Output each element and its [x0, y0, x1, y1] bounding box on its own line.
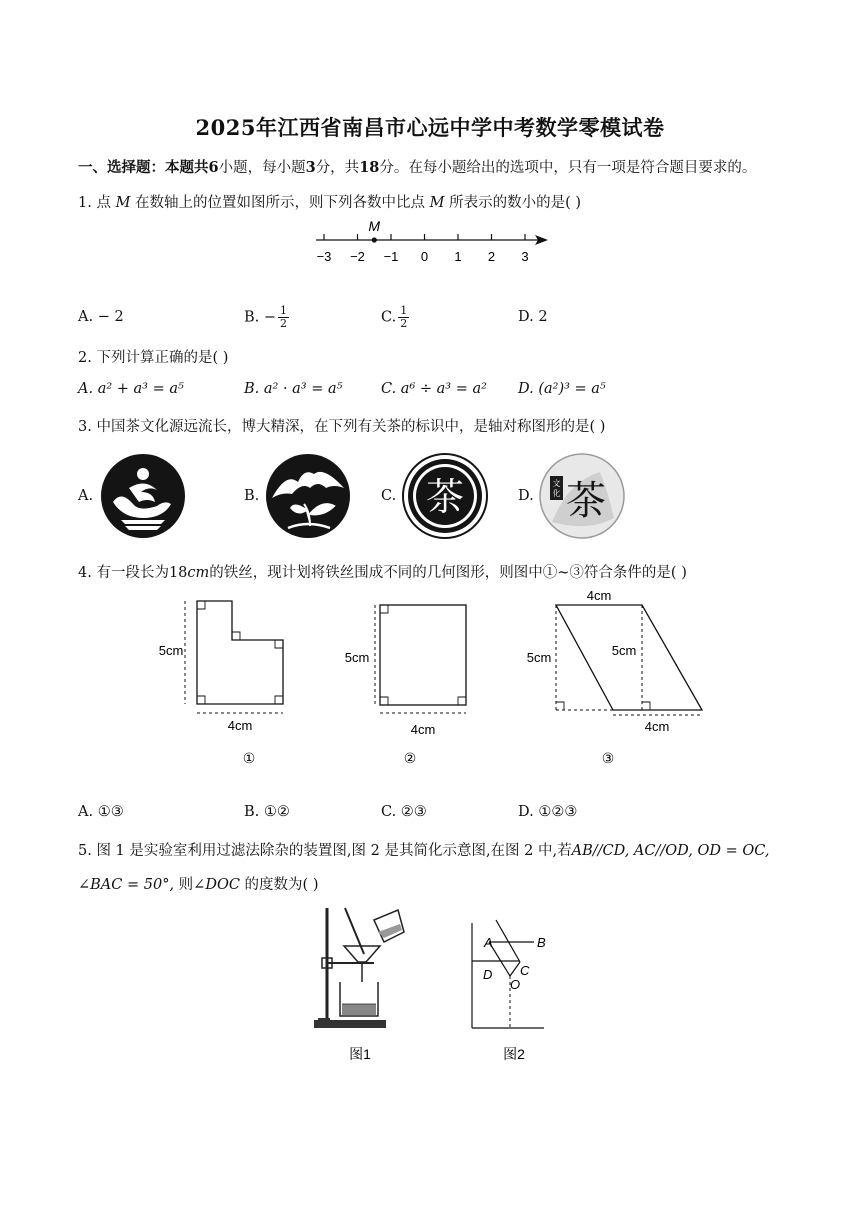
number-line-tick-label: −2	[350, 249, 365, 264]
section-tail: 分。在每小题给出的选项中，只有一项是符合题目要求的。	[379, 160, 757, 176]
section-mid2: 分，共	[315, 160, 360, 176]
q5-angle-bac: ∠BAC = 50°,	[78, 877, 175, 893]
fig3-mid-height-label: 5cm	[611, 643, 637, 658]
tea-logo-b-icon	[264, 452, 352, 540]
total-score: 18	[359, 159, 380, 176]
point-b-label: B	[537, 935, 546, 950]
q4-figure-1	[150, 592, 300, 772]
q4-length: 18	[168, 565, 188, 581]
question-2-stem: 2. 下列计算正确的是( )	[78, 350, 229, 366]
geometry-figure-2	[462, 918, 552, 1068]
q1-post: 所表示的数小的是( )	[449, 195, 582, 211]
q4-figure-2	[335, 592, 485, 772]
lab-apparatus-figure	[302, 898, 412, 1068]
q5-line1-text: 5. 图 1 是实验室利用过滤法除杂的装置图,图 2 是其简化示意图,在图 2 中,若	[78, 843, 572, 859]
fig-2-label: 图2	[503, 1046, 525, 1062]
q2-option-a[interactable]: A. a² + a³ = a⁵	[78, 381, 184, 397]
number-line-figure	[306, 214, 556, 270]
question-4-stem	[78, 561, 687, 582]
point-a-label: A	[484, 935, 493, 950]
q5-line2-mid: 则	[178, 877, 194, 893]
question-5-line-1	[78, 839, 769, 860]
q4-option-a[interactable]: A. ①③	[78, 804, 124, 820]
q1-option-a[interactable]: A. − 2	[78, 309, 124, 325]
q5-line2-post: 的度数为( )	[244, 877, 319, 893]
point-m-label: M	[368, 218, 381, 234]
q1-var-m: M	[115, 195, 131, 211]
q3-option-b[interactable]: B.	[244, 488, 260, 504]
q4-figure-3	[515, 586, 720, 772]
fig1-height-label: 5cm	[158, 643, 184, 658]
number-line-tick-label: 3	[521, 249, 529, 264]
q1-var-m2: M	[429, 195, 445, 211]
q1-option-b-fraction	[278, 305, 289, 330]
number-line-tick-label: 2	[487, 249, 496, 264]
logo-c-char: 茶	[425, 477, 465, 519]
fig2-height-label: 5cm	[344, 650, 370, 665]
fig3-bottom-label: 4cm	[644, 719, 670, 734]
q2-option-b[interactable]: B. a² · a³ = a⁵	[244, 381, 343, 397]
tea-logo-a-icon	[99, 452, 187, 540]
q4-unit: cm	[187, 565, 210, 581]
point-d-label: D	[483, 967, 493, 982]
number-line-tick-label: 0	[420, 249, 429, 264]
q4-option-c[interactable]: C. ②③	[381, 804, 427, 820]
section-header	[78, 156, 756, 177]
point-c-label: C	[520, 963, 530, 978]
tea-logo-d-icon	[538, 452, 626, 540]
page-title: 2025年江西省南昌市心远中学中考数学零模试卷	[195, 115, 665, 140]
question-score: 3	[305, 159, 316, 176]
q1-option-c-prefix: C.	[381, 309, 397, 326]
q3-option-c[interactable]: C.	[381, 488, 397, 504]
q4-pre: 4. 有一段长为	[78, 565, 169, 581]
q1-pre: 1. 点	[78, 195, 111, 211]
q1-option-c-fraction	[398, 305, 409, 330]
number-line-tick-label: 1	[454, 249, 462, 264]
q2-option-c[interactable]: C. a⁶ ÷ a³ = a²	[381, 381, 487, 397]
point-m-marker	[372, 237, 377, 242]
question-5-line-2	[78, 873, 318, 894]
q5-angle-doc: ∠DOC	[193, 877, 240, 893]
q1-option-d[interactable]: D. 2	[518, 309, 548, 325]
question-count: 6	[208, 159, 219, 176]
fig3-number: ③	[601, 750, 615, 766]
question-1-stem	[78, 191, 581, 212]
q1-mid: 在数轴上的位置如图所示，则下列各数中比点	[135, 195, 426, 211]
q1-option-b[interactable]	[244, 305, 289, 330]
section-mid1: 小题，每小题	[218, 160, 306, 176]
fig2-width-label: 4cm	[410, 722, 436, 737]
frac-num: 1	[280, 304, 288, 317]
fig3-left-height-label: 5cm	[526, 650, 552, 665]
number-line-tick-label: −3	[316, 249, 332, 264]
q4-post: 的铁丝，现计划将铁丝围成不同的几何图形，则图中①~③符合条件的是( )	[209, 565, 687, 581]
fig3-top-label: 4cm	[586, 588, 612, 603]
q2-option-d[interactable]: D. (a²)³ = a⁵	[518, 381, 606, 397]
q1-option-c[interactable]	[381, 305, 409, 330]
logo-d-char: 茶	[566, 479, 606, 523]
frac-den: 2	[280, 317, 288, 330]
fig2-number: ②	[403, 750, 417, 766]
q3-option-a[interactable]: A.	[78, 488, 94, 504]
logo-d-side-char: 文	[552, 479, 561, 488]
tea-logo-c-icon	[401, 452, 489, 540]
q4-option-b[interactable]: B. ①②	[244, 804, 290, 820]
fig-1-label: 图1	[349, 1046, 371, 1062]
section-label: 一、选择题：本题共	[78, 159, 209, 176]
logo-d-side-char2: 化	[552, 489, 561, 498]
fig1-width-label: 4cm	[227, 718, 253, 733]
frac-den: 2	[400, 317, 408, 330]
frac-num: 1	[400, 304, 408, 317]
q3-option-d[interactable]: D.	[518, 488, 534, 504]
q1-option-b-prefix: B. −	[244, 309, 277, 326]
number-line-tick-label: −1	[383, 249, 399, 264]
question-3-stem: 3. 中国茶文化源远流长，博大精深，在下列有关茶的标识中，是轴对称图形的是( )	[78, 419, 606, 435]
q5-line1-math: AB//CD, AC//OD, OD = OC,	[571, 843, 770, 859]
fig1-number: ①	[242, 750, 256, 766]
point-o-label: O	[510, 977, 521, 992]
q4-option-d[interactable]: D. ①②③	[518, 804, 578, 820]
